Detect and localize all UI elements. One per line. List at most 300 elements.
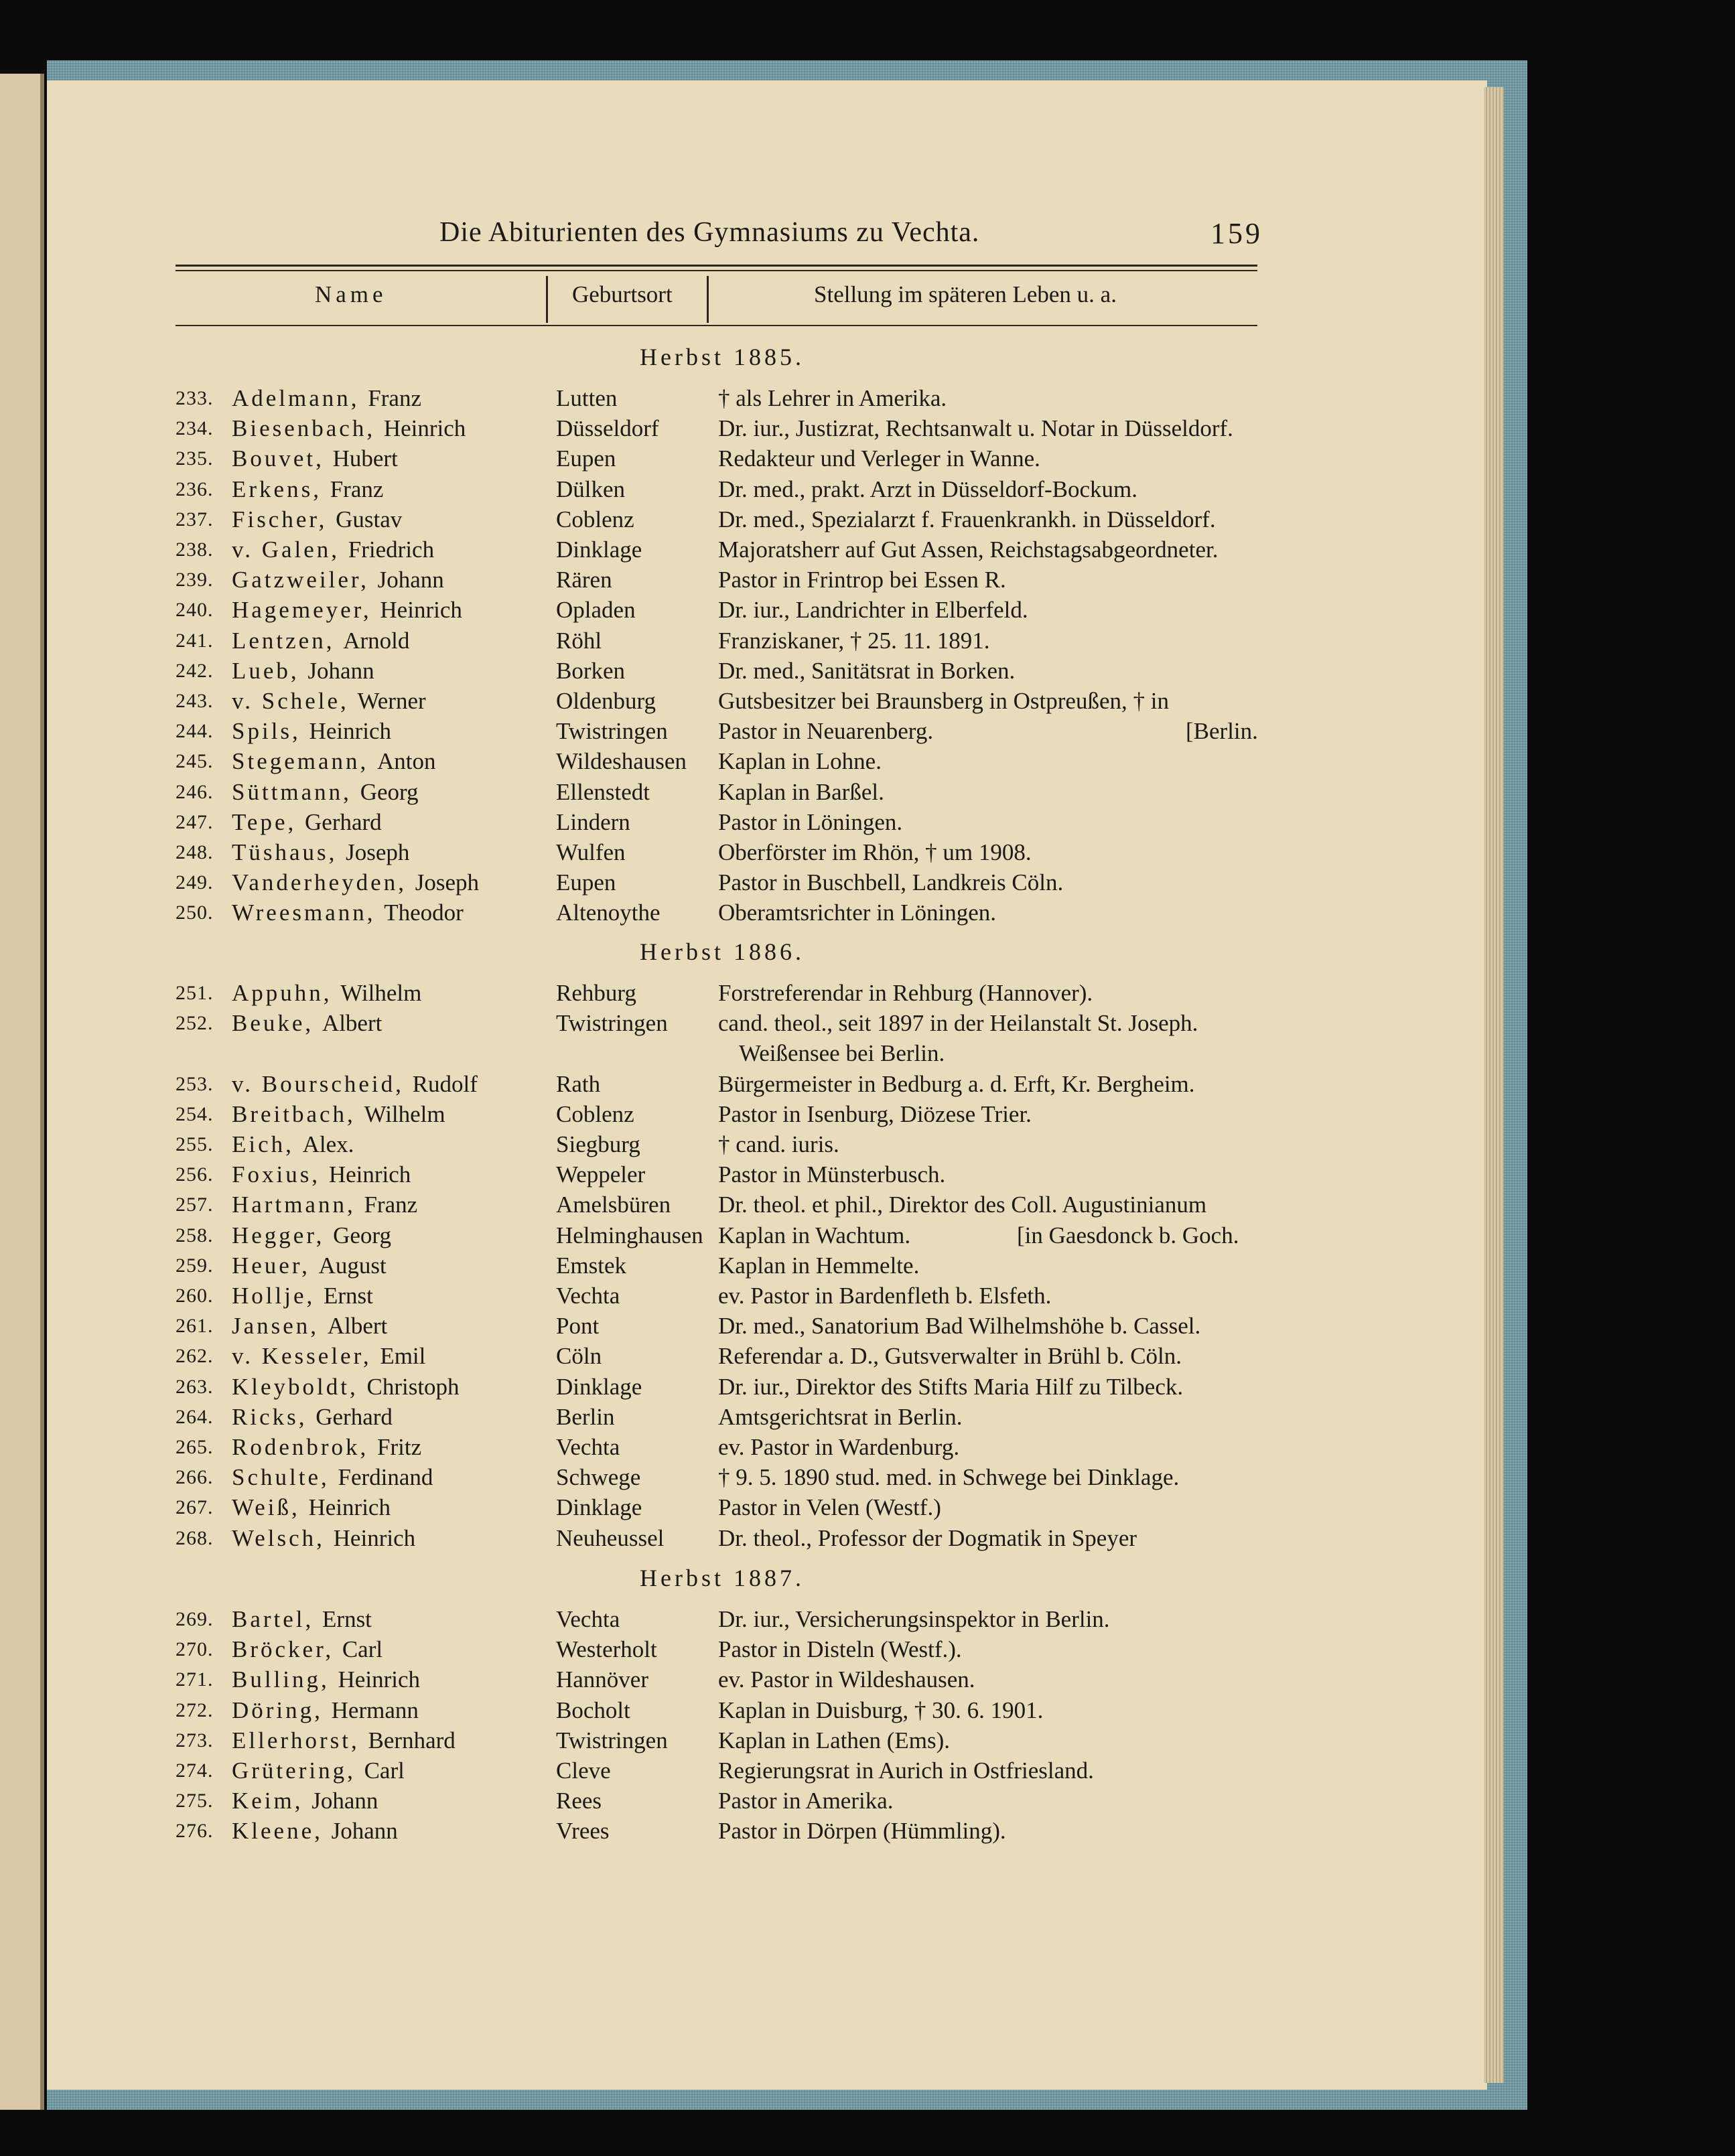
list-item (176, 777, 1274, 807)
entry-number: 276. (176, 1820, 214, 1843)
list-item (176, 1069, 1274, 1099)
entry-given-name: Friedrich (348, 536, 435, 563)
entry-name (232, 565, 444, 595)
entry-given-name: Johann (331, 1818, 398, 1845)
entry-career: Dr. med., prakt. Arzt in Düsseldorf-Bockum. (718, 476, 1138, 502)
entry-given-name: Bernhard (368, 1727, 456, 1753)
list-item (176, 716, 1274, 746)
entry-name (232, 1281, 373, 1311)
list-item (176, 595, 1274, 625)
entry-career: Dr. iur., Direktor des Stifts Maria Hilf zu Tilbeck. (718, 1373, 1184, 1400)
entry-career: Dr. med., Sanitätsrat in Borken. (718, 657, 1016, 684)
entry-career: Pastor in Dörpen (Hümmling). (718, 1818, 1006, 1845)
entry-surname: v. Schele, (232, 688, 349, 714)
entry-birthplace: Amelsbüren (556, 1192, 671, 1218)
list-item (176, 1816, 1274, 1846)
entry-given-name: Christoph (366, 1373, 460, 1400)
entry-career: cand. theol., seit 1897 in der Heilanstalt St. Joseph. (718, 1010, 1198, 1037)
entry-name (232, 595, 462, 625)
column-header-name: Name (315, 281, 387, 307)
entry-career: Kaplan in Hemmelte. (718, 1252, 920, 1279)
entry-given-name: August (318, 1252, 387, 1279)
list-item (176, 1250, 1274, 1281)
entry-career: Pastor in Löningen. (718, 808, 903, 835)
entry-birthplace: Dülken (556, 476, 626, 502)
entry-surname: Rodenbrok, (232, 1434, 369, 1460)
entry-given-name: Heinrich (328, 1161, 411, 1188)
entry-birthplace: Düsseldorf (556, 415, 659, 442)
entry-name (232, 837, 409, 867)
entry-name (232, 867, 479, 897)
entry-number: 269. (176, 1608, 214, 1630)
entry-name (232, 1755, 405, 1786)
entry-number: 271. (176, 1668, 214, 1691)
entry-career: Referendar a. D., Gutsverwalter in Brühl b. Cöln. (718, 1343, 1182, 1370)
entry-number: 258. (176, 1224, 214, 1246)
entry-number: 259. (176, 1254, 214, 1277)
entry-career: Franziskaner, † 25. 11. 1891. (718, 627, 990, 654)
entry-birthplace: Helminghausen (556, 1222, 703, 1248)
list-item (176, 1190, 1274, 1220)
entry-name (232, 897, 464, 928)
entry-surname: Kleene, (232, 1818, 323, 1845)
list-item (176, 1220, 1274, 1250)
entry-birthplace: Coblenz (556, 506, 634, 532)
list-item (176, 686, 1274, 716)
entry-number: 237. (176, 508, 214, 530)
entry-surname: Foxius, (232, 1161, 321, 1188)
entry-given-name: Wilhelm (340, 980, 422, 1006)
page-number: 159 (1210, 217, 1263, 250)
entry-number: 236. (176, 478, 214, 500)
entry-career: Kaplan in Duisburg, † 30. 6. 1901. (718, 1697, 1044, 1723)
list-item (176, 837, 1274, 867)
list-item (176, 443, 1274, 474)
list-item (176, 746, 1274, 776)
list-item (176, 474, 1274, 504)
list-item (176, 534, 1274, 565)
entry-given-name: Gustav (336, 506, 403, 532)
entry-surname: v. Kesseler, (232, 1343, 372, 1370)
entry-career: Oberförster im Rhön, † um 1908. (718, 839, 1032, 865)
entry-name (232, 474, 383, 504)
entry-birthplace: Röhl (556, 627, 602, 654)
entry-given-name: Anton (377, 748, 436, 775)
entry-given-name: Arnold (343, 627, 410, 654)
entry-surname: Stegemann, (232, 748, 369, 775)
entry-name (232, 1695, 419, 1725)
entry-given-name: Emil (380, 1343, 426, 1370)
entry-career: Kaplan in Wachtum. (718, 1222, 911, 1248)
entry-birthplace: Vrees (556, 1818, 610, 1845)
entry-number: 270. (176, 1638, 214, 1661)
entry-name (232, 1069, 478, 1099)
list-item (176, 1099, 1274, 1129)
entry-career: Regierungsrat in Aurich in Ostfriesland. (718, 1757, 1094, 1784)
entry-number: 252. (176, 1012, 214, 1035)
section-title: Herbst 1886. (640, 938, 805, 965)
list-item (176, 1755, 1274, 1786)
entry-given-name: Heinrich (309, 718, 391, 745)
entry-birthplace: Lutten (556, 385, 618, 411)
entry-career: Pastor in Neuarenberg. (718, 718, 934, 745)
entry-birthplace: Twistringen (556, 1010, 668, 1037)
entry-surname: Ellerhorst, (232, 1727, 360, 1753)
entry-name (232, 1008, 382, 1038)
column-header-rule (176, 325, 1257, 326)
entry-birthplace: Oldenburg (556, 688, 656, 714)
entry-number: 249. (176, 871, 214, 894)
entry-career: Pastor in Frintrop bei Essen R. (718, 567, 1006, 593)
entry-number: 260. (176, 1285, 214, 1307)
entry-given-name: Gerhard (305, 808, 382, 835)
entry-career: † 9. 5. 1890 stud. med. in Schwege bei Dinklage. (718, 1464, 1180, 1491)
entry-given-name: Heinrich (380, 597, 462, 624)
list-item (176, 1159, 1274, 1190)
entry-name (232, 1523, 415, 1553)
list-item (176, 656, 1274, 686)
list-item (176, 1786, 1274, 1816)
list-item (176, 1372, 1274, 1402)
entry-number: 253. (176, 1072, 214, 1095)
entry-number: 234. (176, 417, 214, 440)
list-item (176, 1492, 1274, 1522)
list-item (176, 978, 1274, 1008)
list-item (176, 807, 1274, 837)
entry-birthplace: Rären (556, 567, 612, 593)
entry-surname: Schulte, (232, 1464, 330, 1491)
entry-given-name: Heinrich (333, 1524, 416, 1551)
entry-birthplace: Eupen (556, 445, 616, 472)
column-header-career: Stellung im späteren Leben u. a. (814, 281, 1117, 307)
entry-surname: Hollje, (232, 1283, 316, 1309)
entry-number: 272. (176, 1699, 214, 1721)
entry-birthplace: Dinklage (556, 1494, 642, 1521)
entry-career: Amtsgerichtsrat in Berlin. (718, 1403, 963, 1430)
entry-number: 273. (176, 1729, 214, 1751)
entry-surname: Fischer, (232, 506, 328, 532)
page-stack-edge (1484, 87, 1504, 2083)
list-item (176, 1523, 1274, 1553)
list-item (176, 1432, 1274, 1462)
entry-birthplace: Cleve (556, 1757, 611, 1784)
entry-career: ev. Pastor in Bardenfleth b. Elsfeth. (718, 1283, 1052, 1309)
entry-surname: Döring, (232, 1697, 323, 1723)
entry-number: 265. (176, 1436, 214, 1458)
entry-given-name: Johann (311, 1788, 378, 1814)
entry-surname: Eich, (232, 1131, 294, 1157)
entry-career: Pastor in Buschbell, Landkreis Cöln. (718, 869, 1064, 896)
entry-surname: Tüshaus, (232, 839, 338, 865)
entry-number: 264. (176, 1405, 214, 1428)
list-item (176, 1311, 1274, 1341)
entry-surname: Kleyboldt, (232, 1373, 358, 1400)
entry-number: 247. (176, 810, 214, 833)
section-title: Herbst 1887. (640, 1565, 805, 1591)
entry-surname: Weiß, (232, 1494, 300, 1521)
entry-birthplace: Cöln (556, 1343, 602, 1370)
entry-given-name: Hubert (332, 445, 398, 472)
entry-surname: Bulling, (232, 1666, 330, 1693)
entry-name (232, 807, 382, 837)
entry-name (232, 1816, 398, 1846)
facing-page-edge (0, 74, 44, 2110)
entry-number: 257. (176, 1194, 214, 1216)
entry-number: 242. (176, 659, 214, 682)
entry-given-name: Heinrich (383, 415, 466, 442)
entry-name (232, 978, 421, 1008)
entry-name (232, 1604, 372, 1634)
entry-name (232, 504, 402, 534)
list-item (176, 1695, 1274, 1725)
entry-career: Pastor in Amerika. (718, 1788, 894, 1814)
entry-career: Redakteur und Verleger in Wanne. (718, 445, 1040, 472)
list-item (176, 413, 1274, 443)
entry-name (232, 716, 391, 746)
entry-career: Gutsbesitzer bei Braunsberg in Ostpreußen, † in (718, 688, 1169, 714)
entry-given-name: Ferdinand (338, 1464, 433, 1491)
entry-birthplace: Wildeshausen (556, 748, 687, 775)
list-item (176, 897, 1274, 928)
entry-name (232, 1634, 383, 1664)
entry-surname: Süttmann, (232, 778, 352, 805)
entry-given-name: Rudolf (412, 1070, 478, 1097)
list-item (176, 1462, 1274, 1492)
entry-career: Dr. med., Spezialarzt f. Frauenkrankh. in Düsseldorf. (718, 506, 1216, 532)
entry-given-name: Johann (377, 567, 444, 593)
entry-birthplace: Siegburg (556, 1131, 640, 1157)
entry-given-name: Georg (333, 1222, 391, 1248)
column-divider (707, 276, 709, 323)
entry-number: 254. (176, 1102, 214, 1125)
entry-career: ev. Pastor in Wardenburg. (718, 1434, 960, 1460)
entry-career: Dr. med., Sanatorium Bad Wilhelmshöhe b. Cassel. (718, 1313, 1201, 1340)
entry-birthplace: Weppeler (556, 1161, 646, 1188)
entry-number: 248. (176, 841, 214, 863)
entry-birthplace: Dinklage (556, 536, 642, 563)
entry-name (232, 1341, 425, 1371)
entry-given-name: Joseph (346, 839, 410, 865)
entry-surname: Gatzweiler, (232, 567, 369, 593)
entry-number: 266. (176, 1466, 214, 1489)
entry-birthplace: Rath (556, 1070, 601, 1097)
entry-name (232, 1311, 387, 1341)
entry-surname: Breitbach, (232, 1100, 356, 1127)
entry-surname: Welsch, (232, 1524, 325, 1551)
running-title: Die Abiturienten des Gymnasiums zu Vechta. (439, 217, 980, 248)
entry-surname: Vanderheyden, (232, 869, 407, 896)
entry-number: 235. (176, 447, 214, 470)
list-item (176, 565, 1274, 595)
list-item (176, 1129, 1274, 1159)
entry-surname: Lueb, (232, 657, 299, 684)
entry-surname: Keim, (232, 1788, 303, 1814)
entry-given-name: Hermann (331, 1697, 419, 1723)
entry-number: 245. (176, 750, 214, 773)
entry-name (232, 746, 436, 776)
entry-number: 274. (176, 1759, 214, 1782)
entry-career: Oberamtsrichter in Löningen. (718, 900, 997, 926)
list-item (176, 383, 1274, 413)
entry-career: Dr. iur., Justizrat, Rechtsanwalt u. Notar in Düsseldorf. (718, 415, 1233, 442)
list-item (176, 867, 1274, 897)
entry-given-name: Werner (357, 688, 426, 714)
list-item (176, 1634, 1274, 1664)
entry-number: 243. (176, 690, 214, 712)
entry-number: 267. (176, 1496, 214, 1519)
entry-given-name: Heinrich (308, 1494, 391, 1521)
entry-birthplace: Ellenstedt (556, 778, 650, 805)
entry-career: † cand. iuris. (718, 1131, 839, 1157)
entry-number: 239. (176, 569, 214, 591)
entry-birthplace: Altenoythe (556, 900, 661, 926)
entry-birthplace: Opladen (556, 597, 636, 624)
entry-given-name: Heinrich (338, 1666, 420, 1693)
entry-surname: v. Bourscheid, (232, 1070, 404, 1097)
entry-number: 251. (176, 982, 214, 1004)
entry-given-name: Joseph (415, 869, 479, 896)
entry-name (232, 1432, 421, 1462)
entry-number: 240. (176, 599, 214, 622)
entry-name (232, 1664, 420, 1695)
entry-birthplace: Borken (556, 657, 626, 684)
entry-name (232, 1402, 393, 1432)
entry-surname: Jansen, (232, 1313, 320, 1340)
entry-career: Dr. iur., Versicherungsinspektor in Berlin. (718, 1606, 1110, 1632)
entry-name (232, 1129, 354, 1159)
header-rule (176, 265, 1257, 267)
entry-number: 262. (176, 1345, 214, 1368)
entry-birthplace: Twistringen (556, 718, 668, 745)
entry-given-name: Alex. (302, 1131, 354, 1157)
entry-surname: Heuer, (232, 1252, 310, 1279)
list-item (176, 1725, 1274, 1755)
entry-birthplace: Twistringen (556, 1727, 668, 1753)
entry-surname: Grütering, (232, 1757, 356, 1784)
section-title: Herbst 1885. (640, 344, 805, 370)
entry-name (232, 1372, 460, 1402)
list-item (176, 1664, 1274, 1695)
entry-given-name: Ernst (323, 1283, 373, 1309)
entry-given-name: Carl (364, 1757, 405, 1784)
entry-number: 238. (176, 538, 214, 561)
entry-name (232, 413, 466, 443)
entry-name (232, 1492, 391, 1522)
entry-birthplace: Hannöver (556, 1666, 649, 1693)
entry-birthplace: Westerholt (556, 1636, 657, 1663)
entry-given-name: Georg (360, 778, 419, 805)
entry-career: Kaplan in Barßel. (718, 778, 884, 805)
entry-surname: Hagemeyer, (232, 597, 372, 624)
entry-birthplace: Neuheussel (556, 1524, 665, 1551)
entry-name (232, 1220, 391, 1250)
column-divider (546, 276, 548, 323)
entry-career: Bürgermeister in Bedburg a. d. Erft, Kr. Bergheim. (718, 1070, 1195, 1097)
entry-career: Pastor in Isenburg, Diözese Trier. (718, 1100, 1032, 1127)
entry-surname: Lentzen, (232, 627, 335, 654)
entry-surname: Wreesmann, (232, 900, 376, 926)
entry-given-name: Gerhard (316, 1403, 393, 1430)
entry-birthplace: Berlin (556, 1403, 615, 1430)
entry-birthplace: Rehburg (556, 980, 636, 1006)
entry-career: † als Lehrer in Amerika. (718, 385, 947, 411)
entry-number: 250. (176, 902, 214, 924)
list-item (176, 1402, 1274, 1432)
entry-number: 268. (176, 1526, 214, 1549)
entry-birthplace: Bocholt (556, 1697, 630, 1723)
entry-surname: Hegger, (232, 1222, 325, 1248)
entry-given-name: Carl (342, 1636, 383, 1663)
entry-career: Pastor in Disteln (Westf.). (718, 1636, 962, 1663)
entry-name (232, 626, 409, 656)
list-item (176, 1008, 1274, 1038)
entry-birthplace: Dinklage (556, 1373, 642, 1400)
entry-name (232, 1099, 445, 1129)
entry-birthplace: Wulfen (556, 839, 626, 865)
entry-surname: Ricks, (232, 1403, 307, 1430)
entry-name (232, 1190, 417, 1220)
entry-surname: Hartmann, (232, 1192, 356, 1218)
entry-career: Kaplan in Lohne. (718, 748, 882, 775)
entry-career: Kaplan in Lathen (Ems). (718, 1727, 951, 1753)
entry-name (232, 777, 419, 807)
entry-career: Majoratsherr auf Gut Assen, Reichstagsabgeordneter. (718, 536, 1219, 563)
entry-name (232, 443, 398, 474)
entry-birthplace: Lindern (556, 808, 630, 835)
entry-career-continuation: Weißensee bei Berlin. (739, 1040, 945, 1067)
entry-surname: Bröcker, (232, 1636, 334, 1663)
entry-surname: Tepe, (232, 808, 297, 835)
entry-name (232, 686, 426, 716)
list-item (176, 1604, 1274, 1634)
entry-number: 261. (176, 1315, 214, 1338)
entry-surname: Adelmann, (232, 385, 360, 411)
entry-surname: Bartel, (232, 1606, 314, 1632)
list-item (176, 1281, 1274, 1311)
entry-given-name: Ernst (322, 1606, 372, 1632)
list-item (176, 626, 1274, 656)
entry-number: 256. (176, 1163, 214, 1186)
entry-name (232, 1725, 456, 1755)
entry-career: Pastor in Velen (Westf.) (718, 1494, 941, 1521)
list-item (176, 504, 1274, 534)
entry-margin-note: [Berlin. (1186, 718, 1258, 745)
entry-name (232, 1250, 387, 1281)
entry-birthplace: Eupen (556, 869, 616, 896)
entry-surname: Erkens, (232, 476, 322, 502)
entry-number: 244. (176, 720, 214, 743)
entry-career: Dr. theol., Professor der Dogmatik in Speyer (718, 1524, 1137, 1551)
entry-birthplace: Pont (556, 1313, 600, 1340)
entry-birthplace: Vechta (556, 1283, 620, 1309)
entry-number: 241. (176, 629, 214, 652)
entry-number: 246. (176, 780, 214, 803)
entry-given-name: Johann (307, 657, 374, 684)
header-rule-thin (176, 270, 1257, 271)
entry-birthplace: Emstek (556, 1252, 626, 1279)
entry-number: 255. (176, 1133, 214, 1155)
entry-career: ev. Pastor in Wildeshausen. (718, 1666, 975, 1693)
entry-career: Dr. theol. et phil., Direktor des Coll. Augustinianum (718, 1192, 1207, 1218)
entry-name (232, 656, 374, 686)
entry-name (232, 1462, 433, 1492)
entry-given-name: Theodor (384, 900, 464, 926)
entry-surname: Spils, (232, 718, 301, 745)
entry-birthplace: Rees (556, 1788, 602, 1814)
entry-name (232, 383, 421, 413)
entry-given-name: Franz (364, 1192, 418, 1218)
entry-name (232, 534, 434, 565)
